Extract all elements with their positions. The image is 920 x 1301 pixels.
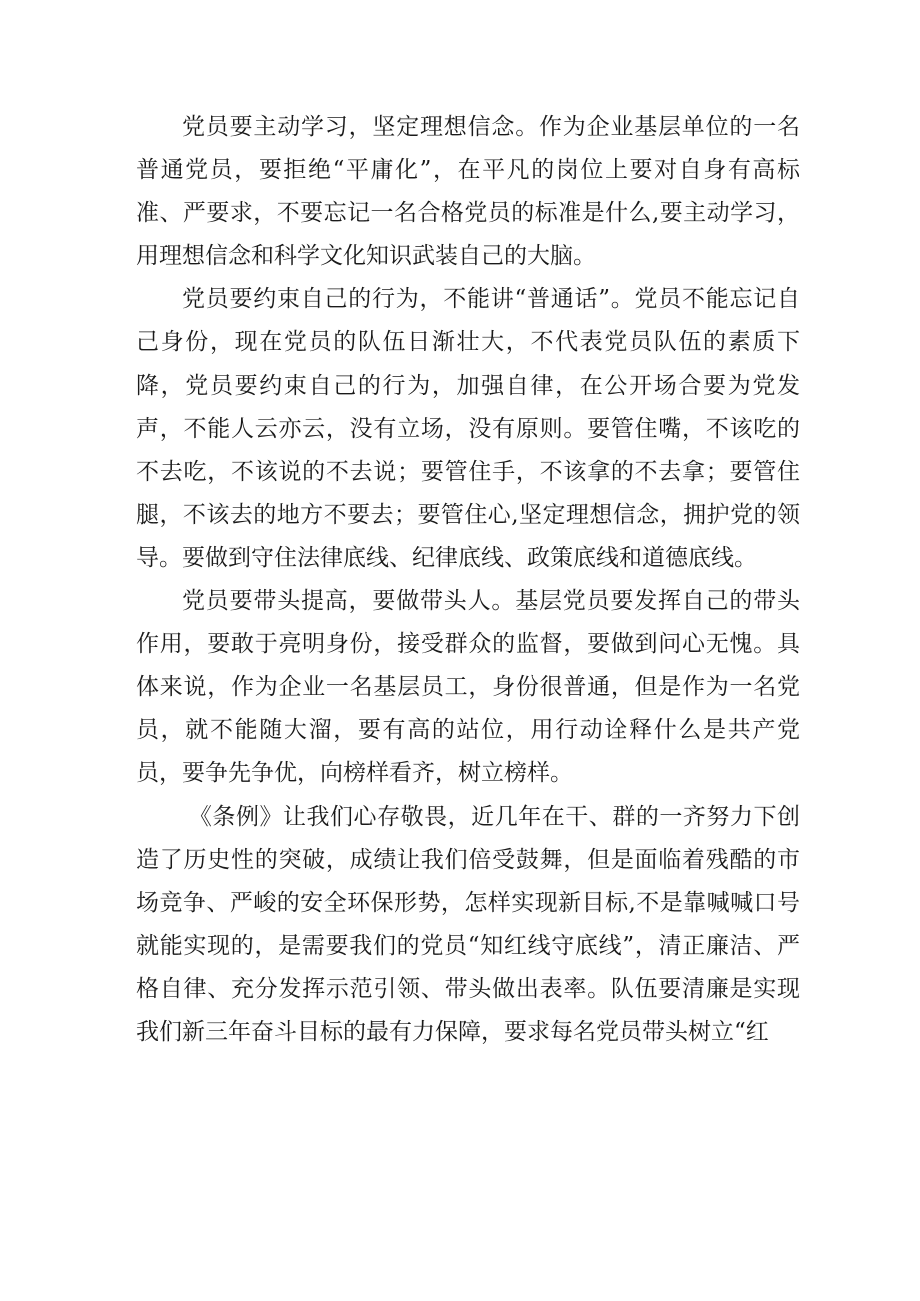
paragraph-regulations: 《条例》让我们心存敬畏，近几年在干、群的一齐努力下创造了历史性的突破，成绩让我们倍受鼓舞，但是面临着残酷的市场竞争、严峻的安全环保形势，怎样实现新目标,不是靠喊喊口号就能实现的，是需要我们的党员“知红线守底线”，清正廉洁、严格自律、充分发挥示范引领、带头做出表率。队伍要清廉是实现我们新三年奋斗目标的最有力保障，要求每名党员带头树立“红: [136, 803, 800, 1045]
document-body: [136, 106, 800, 1054]
paragraph-study: 党员要主动学习，坚定理想信念。作为企业基层单位的一名普通党员，要拒绝“平庸化”，在平凡的岗位上要对自身有高标准、严要求，不要忘记一名合格党员的标准是什么,要主动学习，用理想信念和科学文化知识武装自己的大脑。: [136, 114, 800, 270]
paragraph-lead: 党员要带头提高，要做带头人。基层党员要发挥自己的带头作用，要敢于亮明身份，接受群众的监督，要做到问心无愧。具体来说，作为企业一名基层员工，身份很普通，但是作为一名党员，就不能随大溜，要有高的站位，用行动诠释什么是共产党员，要争先争优，向榜样看齐，树立榜样。: [136, 588, 800, 787]
paragraph-conduct: 党员要约束自己的行为，不能讲“普通话”。党员不能忘记自己身份，现在党员的队伍日渐壮大，不代表党员队伍的素质下降，党员要约束自己的行为，加强自律，在公开场合要为党发声，不能人云亦云，没有立场，没有原则。要管住嘴，不该吃的不去吃，不该说的不去说；要管住手，不该拿的不去拿；要管住腿，不该去的地方不要去；要管住心,坚定理想信念，拥护党的领导。要做到守住法律底线、纪律底线、政策底线和道德底线。: [136, 286, 800, 571]
